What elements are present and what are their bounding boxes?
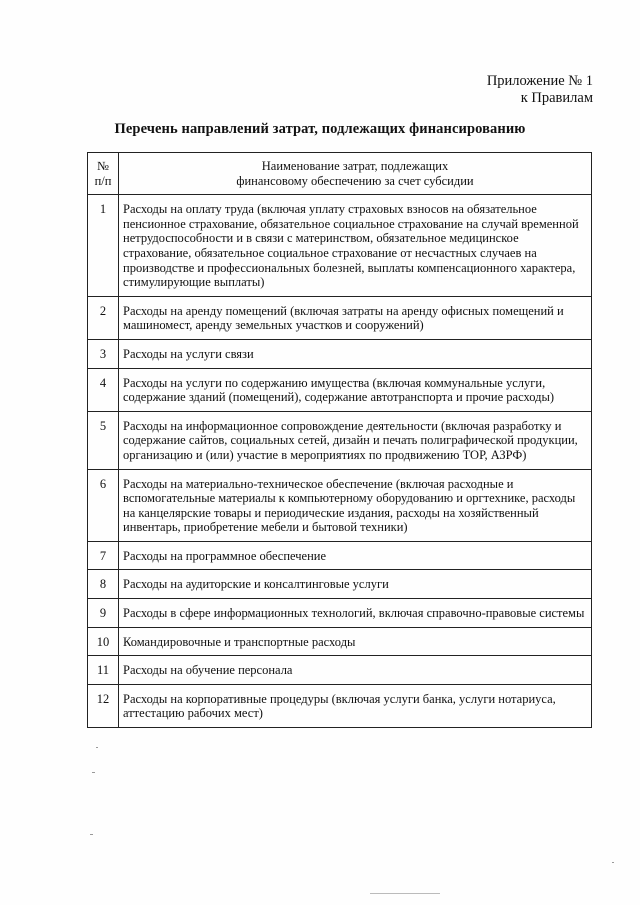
row-number: 9: [88, 599, 119, 628]
row-cost-text: Расходы на услуги по содержанию имущества (включая коммунальные услуги, содержание зданий (помещений), содержание автотранспорта и прочие расходы): [119, 368, 592, 411]
row-cost-text: Расходы на обучение персонала: [119, 656, 592, 685]
table-row: [88, 469, 592, 541]
appendix-note: [487, 73, 593, 107]
table-row: [88, 627, 592, 656]
table-row: [88, 339, 592, 368]
row-cost-text: Расходы на корпоративные процедуры (включая услуги банка, услуги нотариуса, аттестацию рабочих мест): [119, 684, 592, 727]
document-title: Перечень направлений затрат, подлежащих финансированию: [114, 121, 526, 137]
row-cost-text: Расходы на информационное сопровождение деятельности (включая разработку и содержание сайтов, социальных сетей, дизайн и печать полиграфической продукции, организацию и (или) участие в мероприятиях по продвижению ТОР, АЗРФ): [119, 411, 592, 469]
scan-speck: [92, 772, 95, 773]
table-row: [88, 411, 592, 469]
row-number: 3: [88, 339, 119, 368]
row-cost-text: Расходы на аудиторские и консалтинговые услуги: [119, 570, 592, 599]
table-row: [88, 195, 592, 297]
table-row: [88, 368, 592, 411]
row-cost-text: Расходы на программное обеспечение: [119, 541, 592, 570]
row-number: 6: [88, 469, 119, 541]
table-row: [88, 541, 592, 570]
row-cost-text: Расходы на услуги связи: [119, 339, 592, 368]
scan-speck: [612, 862, 614, 863]
row-number: 1: [88, 195, 119, 297]
cost-directions-table: [87, 152, 592, 728]
row-cost-text: Расходы на аренду помещений (включая затраты на аренду офисных помещений и машиномест, аренду земельных участков и сооружений): [119, 296, 592, 339]
appendix-rules-ref: к Правилам: [520, 90, 593, 106]
header-number: № п/п: [88, 153, 119, 195]
table-row: [88, 656, 592, 685]
row-cost-text: Расходы в сфере информационных технологий, включая справочно-правовые системы: [119, 599, 592, 628]
row-number: 12: [88, 684, 119, 727]
row-number: 5: [88, 411, 119, 469]
table-row: [88, 599, 592, 628]
row-number: 2: [88, 296, 119, 339]
scan-speck: [90, 834, 93, 835]
row-number: 4: [88, 368, 119, 411]
appendix-number: Приложение № 1: [486, 73, 593, 89]
scan-speck: [96, 747, 98, 748]
row-number: 7: [88, 541, 119, 570]
scan-speck: [370, 893, 440, 894]
table-row: [88, 684, 592, 727]
row-number: 11: [88, 656, 119, 685]
row-cost-text: Командировочные и транспортные расходы: [119, 627, 592, 656]
row-number: 8: [88, 570, 119, 599]
header-cost-name: Наименование затрат, подлежащих финансовому обеспечению за счет субсидии: [119, 153, 592, 195]
table-row: [88, 296, 592, 339]
table-row: [88, 570, 592, 599]
row-number: 10: [88, 627, 119, 656]
table-header-row: [88, 153, 592, 195]
row-cost-text: Расходы на оплату труда (включая уплату страховых взносов на обязательное пенсионное страхование, обязательное социальное страхование на случай временной нетрудоспособности и в связи с материнством, обязательное медицинское страхование, обязательное социальное страхование от несчастных случаев на производстве и профессиональных болезней, выплаты компенсационного характера, стимулирующие выплаты): [119, 195, 592, 297]
row-cost-text: Расходы на материально-техническое обеспечение (включая расходные и вспомогательные материалы к компьютерному оборудованию и оргтехнике, расходы на канцелярские товары и периодические издания, расходы на хозяйственный инвентарь, приобретение мебели и бытовой техники): [119, 469, 592, 541]
